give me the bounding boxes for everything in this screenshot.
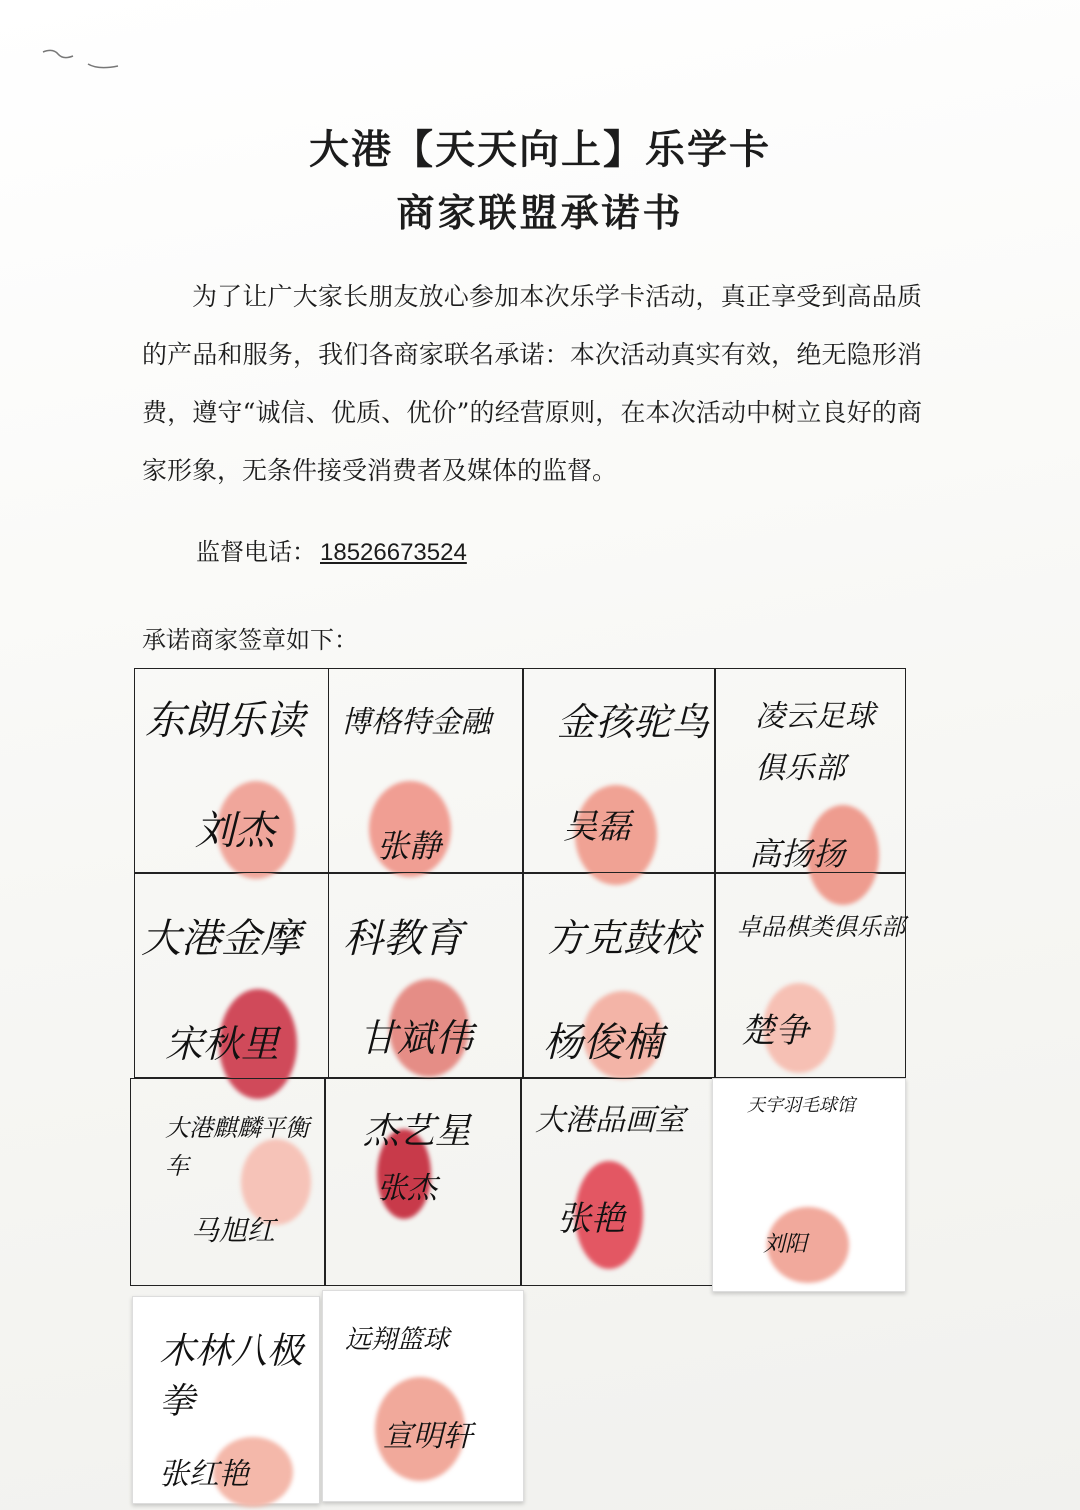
merchant-cell (134, 872, 329, 1078)
merchant-name: 金孩驼鸟 (557, 700, 710, 744)
merchant-name: 东朗乐读 (145, 698, 305, 744)
phone-number: 18526673524 (320, 539, 467, 566)
merchant-signature: 吴磊 (563, 807, 631, 847)
merchant-signature: 张艳 (557, 1199, 625, 1239)
merchant-name: 博格特金融 (341, 705, 491, 740)
supervision-phone (196, 532, 467, 567)
merchant-cell (522, 872, 716, 1078)
merchant-slip (712, 1078, 906, 1292)
merchant-signature: 宣明轩 (383, 1419, 473, 1454)
merchant-cell (520, 1078, 714, 1286)
merchant-signature: 高扬扬 (749, 835, 846, 873)
merchant-signature: 杨俊楠 (543, 1020, 663, 1066)
merchant-signature: 宋秋里 (165, 1022, 280, 1066)
merchant-cell (714, 872, 906, 1078)
merchant-cell (328, 872, 524, 1078)
merchants-label: 承诺商家签章如下： (142, 626, 358, 654)
merchant-signature: 刘杰 (195, 808, 275, 854)
merchant-slip (322, 1290, 524, 1502)
merchant-signature: 张静 (377, 827, 442, 865)
phone-label: 监督电话： (196, 538, 316, 566)
merchant-name: 方克鼓校 (547, 916, 700, 960)
document-title: 大港【天天向上】乐学卡 (309, 126, 771, 173)
merchant-signature: 马旭红 (191, 1214, 276, 1247)
merchant-slip (132, 1296, 320, 1504)
merchant-cell (328, 668, 524, 874)
merchant-cell (714, 668, 906, 874)
merchant-name: 凌云足球俱乐部 (755, 699, 875, 786)
merchant-signature: 楚争 (741, 1011, 809, 1051)
merchant-name: 卓品棋类俱乐部 (737, 913, 905, 941)
merchant-signature: 张红艳 (159, 1457, 249, 1492)
pledge-paragraph: 为了让广大家长朋友放心参加本次乐学卡活动，真正享受到高品质的产品和服务，我们各商家联名承诺：本次活动真实有效，绝无隐形消费，遵守“诚信、优质、优价”的经营原则，在本次活动中树立良好的商家形象，无条件接受消费者及媒体的监督。 (142, 282, 922, 485)
merchant-name: 木林八极拳 (159, 1331, 304, 1422)
merchant-name: 大港麒麟平衡车 (165, 1114, 309, 1180)
merchant-cell (324, 1078, 522, 1286)
merchant-cell (134, 668, 329, 874)
merchant-cell (130, 1078, 326, 1286)
merchant-name: 天宇羽毛球馆 (747, 1095, 855, 1116)
merchant-cell (522, 668, 716, 874)
merchant-signature: 张杰 (377, 1171, 437, 1206)
merchant-signature: 甘斌伟 (359, 1016, 474, 1060)
document-subtitle: 商家联盟承诺书 (396, 190, 684, 235)
paper-crease-mark (38, 40, 128, 80)
merchant-name: 杰艺星 (363, 1111, 472, 1152)
merchant-name: 科教育 (343, 916, 463, 962)
merchant-name: 远翔篮球 (345, 1325, 450, 1355)
merchant-name: 大港金摩 (141, 916, 301, 962)
merchant-signature: 刘阳 (763, 1232, 808, 1257)
merchant-name: 大港品画室 (535, 1103, 685, 1138)
